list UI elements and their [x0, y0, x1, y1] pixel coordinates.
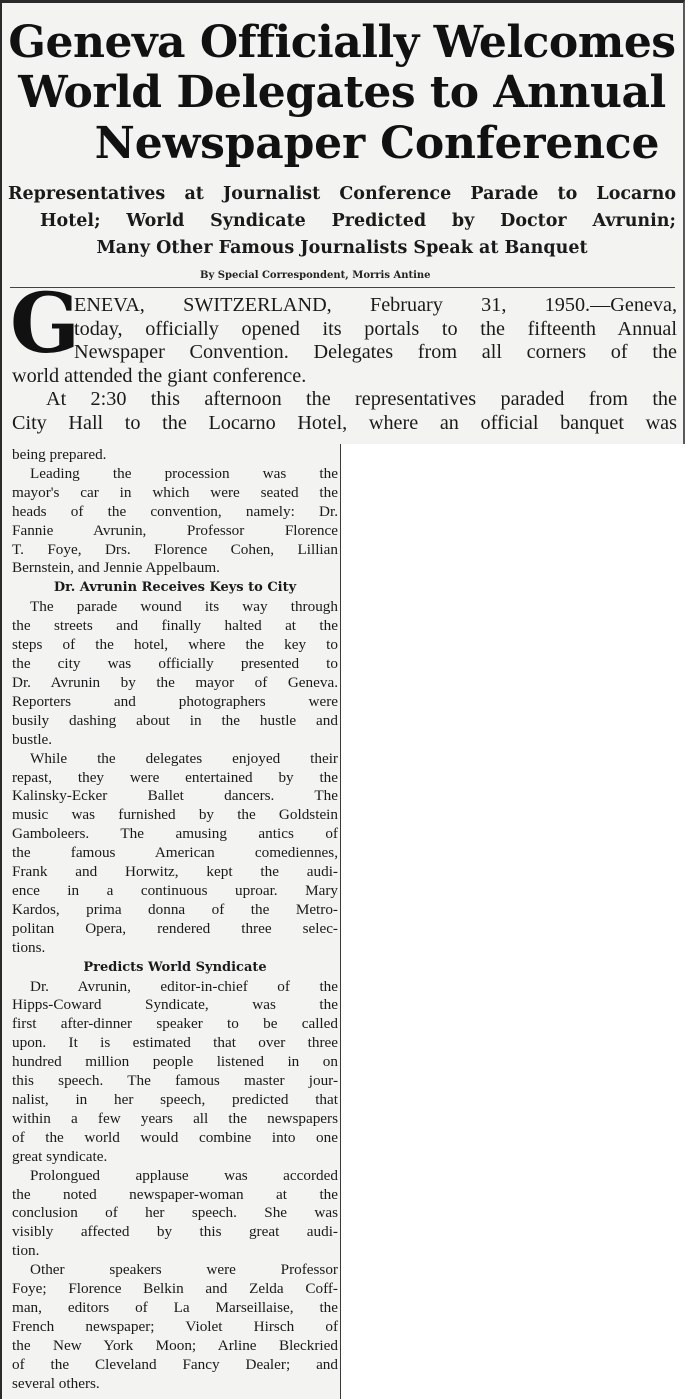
- headline: [6, 18, 678, 170]
- body-line: visibly affected by this great audi-: [12, 1223, 338, 1241]
- body-line: the streets and finally halted at the: [12, 617, 338, 635]
- lead-line: City Hall to the Locarno Hotel, where an official banquet was: [12, 411, 677, 434]
- body-line: Dr. Avrunin, editor-in-chief of the: [30, 977, 338, 995]
- body-line: Gamboleers. The amusing antics of: [12, 825, 338, 843]
- blank-area: [340, 444, 685, 1399]
- lead-line: world attended the giant conference.: [12, 364, 307, 387]
- body-line: The parade wound its way through: [30, 598, 338, 616]
- body-line: within a few years all the newspapers: [12, 1109, 338, 1127]
- lead-line: ENEVA, SWITZERLAND, February 31, 1950.—Geneva,: [74, 294, 677, 316]
- body-line: Kalinsky-Ecker Ballet dancers. The: [12, 787, 338, 805]
- body-line: of the world would combine into one: [12, 1128, 338, 1146]
- body-line: Bernstein, and Jennie Appelbaum.: [12, 559, 220, 577]
- subheadline-line: Representatives at Journalist Conference Parade to Locarno: [8, 184, 676, 204]
- body-line: upon. It is estimated that over three: [12, 1034, 338, 1052]
- drop-cap: G: [10, 276, 81, 372]
- body-line: T. Foye, Drs. Florence Cohen, Lillian: [12, 540, 338, 558]
- body-line: Leading the procession was the: [30, 464, 338, 482]
- body-line: great syndicate.: [12, 1147, 108, 1165]
- article-column: [12, 446, 338, 1394]
- body-line: ence in a continuous uproar. Mary: [12, 881, 338, 899]
- body-line: politan Opera, rendered three selec-: [12, 919, 338, 937]
- body-line: Kardos, prima donna of the Metro-: [12, 900, 338, 918]
- body-line: tion.: [12, 1242, 40, 1260]
- subheadline-line: Many Other Famous Journalists Speak at Banquet: [96, 238, 588, 258]
- body-line: heads of the convention, namely: Dr.: [12, 502, 338, 520]
- lead-paragraph: [12, 294, 677, 435]
- lead-line: At 2:30 this afternoon the representatives paraded from the: [46, 388, 677, 410]
- body-line: Foye; Florence Belkin and Zelda Coff-: [12, 1280, 338, 1298]
- headline-line: Geneva Officially Welcomes: [8, 17, 676, 68]
- body-line: French newspaper; Violet Hirsch of: [12, 1317, 338, 1335]
- body-line: Reporters and photographers were: [12, 692, 338, 710]
- body-line: bustle.: [12, 730, 53, 748]
- body-line: first after-dinner speaker to be called: [12, 1015, 338, 1033]
- byline-rule: [10, 287, 675, 288]
- body-line: Hipps-Coward Syndicate, was the: [12, 996, 338, 1014]
- body-line: the noted newspaper-woman at the: [12, 1185, 338, 1203]
- body-line: hundred million people listened in on: [12, 1053, 338, 1071]
- body-line: Fannie Avrunin, Professor Florence: [12, 521, 338, 539]
- subheadline-line: Hotel; World Syndicate Predicted by Doctor Avrunin;: [40, 211, 676, 231]
- headline-line: World Delegates to Annual: [18, 67, 666, 118]
- body-line: of the Cleveland Fancy Dealer; and: [12, 1355, 338, 1373]
- lead-line: Newspaper Convention. Delegates from all corners of the: [74, 341, 677, 363]
- body-line: repast, they were entertained by the: [12, 768, 338, 786]
- body-line: Frank and Horwitz, kept the audi-: [12, 863, 338, 881]
- body-line: the New York Moon; Arline Bleckried: [12, 1336, 338, 1354]
- byline: By Special Correspondent, Morris Antine: [200, 270, 431, 281]
- section-heading: Predicts World Syndicate: [83, 959, 267, 975]
- body-line: several others.: [12, 1374, 100, 1392]
- body-line: tions.: [12, 938, 46, 956]
- body-line: steps of the hotel, where the key to: [12, 636, 338, 654]
- body-line: Other speakers were Professor: [30, 1261, 338, 1279]
- body-line: busily dashing about in the hustle and: [12, 711, 338, 729]
- body-line: the city was officially presented to: [12, 655, 338, 673]
- body-line: mayor's car in which were seated the: [12, 483, 338, 501]
- body-line: nalist, in her speech, predicted that: [12, 1091, 338, 1108]
- body-line: being prepared.: [12, 446, 107, 463]
- body-line: man, editors of La Marseillaise, the: [12, 1298, 338, 1316]
- body-line: this speech. The famous master jour-: [12, 1072, 338, 1090]
- body-line: conclusion of her speech. She was: [12, 1204, 338, 1222]
- section-heading: Dr. Avrunin Receives Keys to City: [53, 580, 297, 596]
- subheadline: [8, 181, 676, 262]
- body-line: the famous American comediennes,: [12, 844, 338, 862]
- body-line: Prolongued applause was accorded: [30, 1166, 338, 1184]
- headline-line: Newspaper Conference: [94, 118, 660, 169]
- body-line: Dr. Avrunin by the mayor of Geneva.: [12, 673, 338, 691]
- body-line: While the delegates enjoyed their: [30, 749, 338, 767]
- body-line: music was furnished by the Goldstein: [12, 806, 338, 824]
- lead-line: today, officially opened its portals to the fifteenth Annual: [74, 317, 677, 340]
